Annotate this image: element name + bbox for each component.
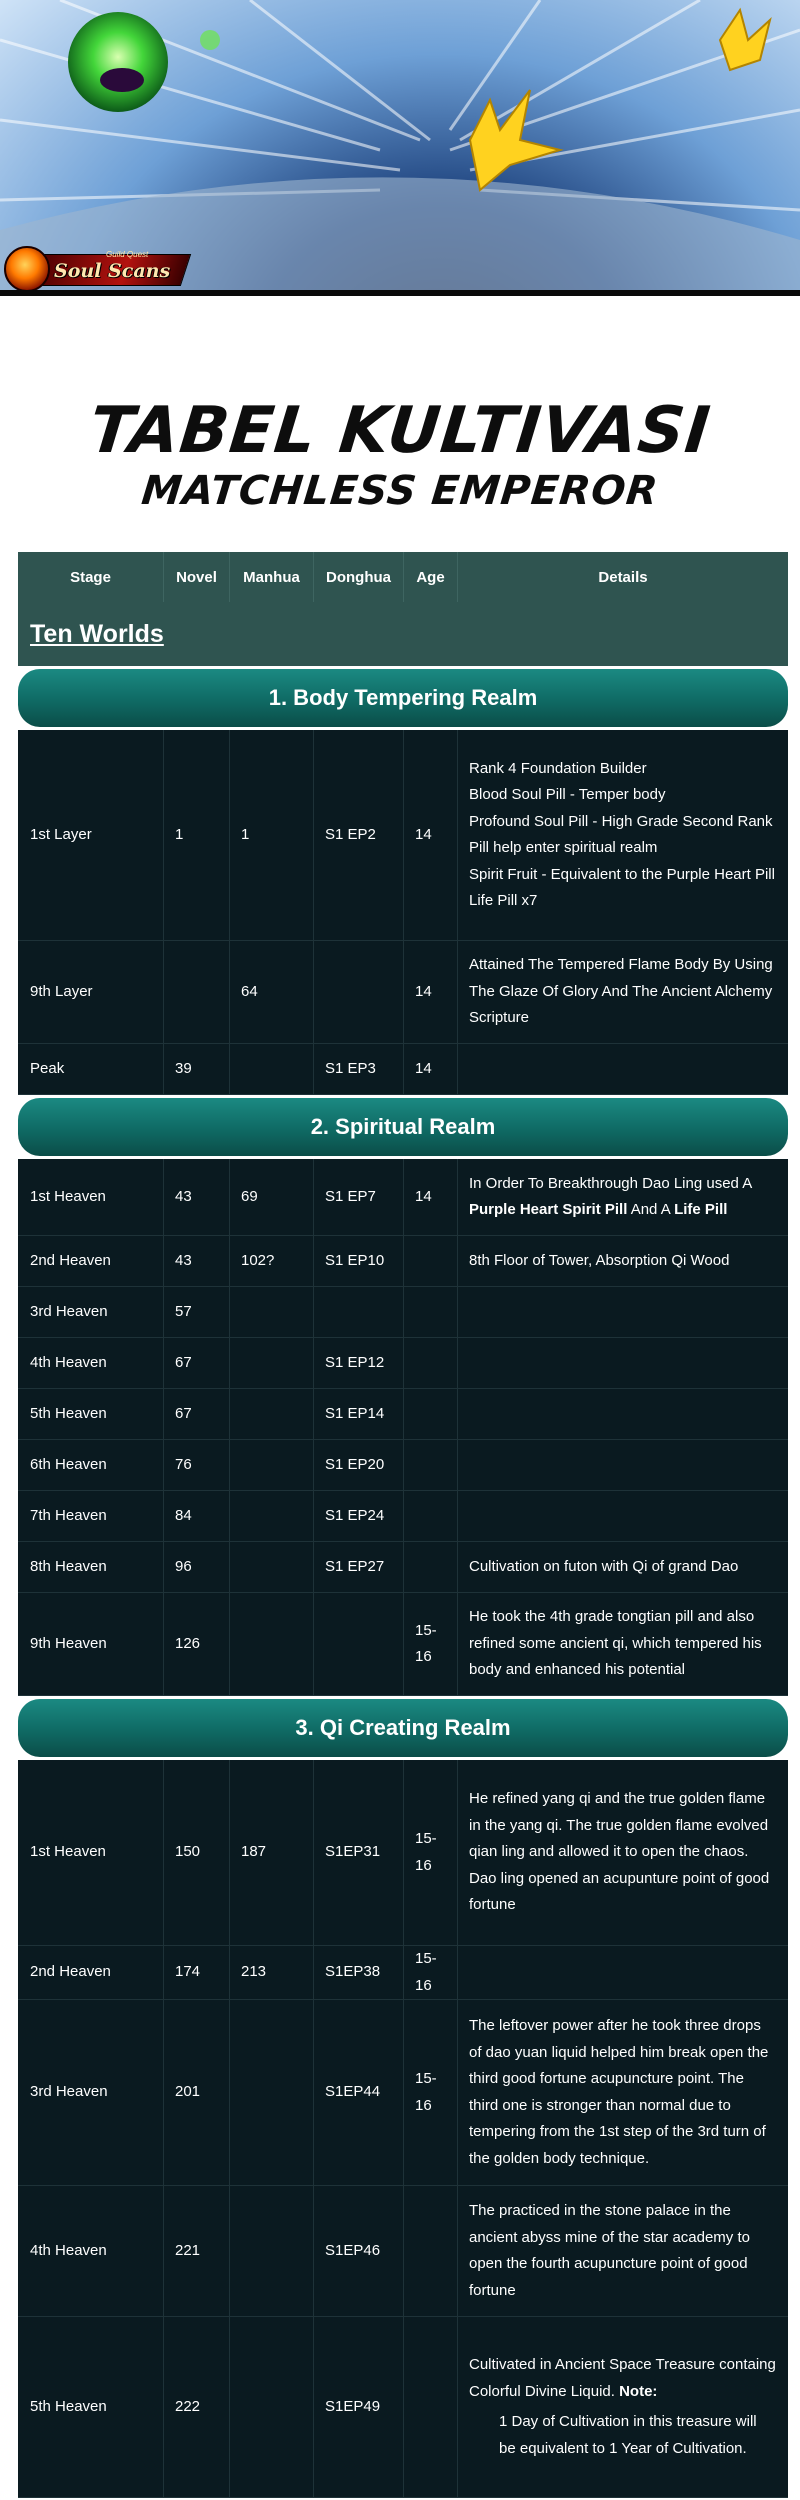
donghua-cell — [314, 941, 404, 1043]
donghua-cell: S1 EP3 — [314, 1044, 404, 1094]
novel-cell: 221 — [164, 2186, 230, 2316]
donghua-cell: S1EP44 — [314, 2000, 404, 2185]
details-bold-text: Purple Heart Spirit Pill — [469, 1201, 628, 1218]
stage-cell: 1st Heaven — [18, 1159, 164, 1235]
stage-cell: 1st Layer — [18, 730, 164, 940]
header-manhua: Manhua — [230, 552, 314, 602]
age-cell: 14 — [404, 1159, 458, 1235]
manhua-cell — [230, 2186, 314, 2316]
page-title-block — [0, 296, 800, 544]
manhua-cell: 1 — [230, 730, 314, 940]
details-text: And A — [627, 1201, 675, 1218]
table-row — [18, 1287, 788, 1338]
details-line: Cultivation on futon with Qi of grand Dao — [469, 1557, 739, 1575]
table-row — [18, 1760, 788, 1946]
age-cell: 14 — [404, 941, 458, 1043]
details-cell — [458, 746, 788, 925]
stage-cell: 7th Heaven — [18, 1491, 164, 1541]
stage-cell: 9th Layer — [18, 941, 164, 1043]
table-row — [18, 1491, 788, 1542]
details-line: The leftover power after he took three drops of dao yuan liquid helped him break open the third good fortune acupuncture point. The third one is stronger than normal due to tempering from the 1st step of the 3rd turn of the golden body technique. — [469, 2017, 769, 2167]
novel-cell: 222 — [164, 2317, 230, 2497]
manhua-cell — [230, 1593, 314, 1695]
details-line: He refined yang qi and the true golden flame in the yang qi. The true golden flame evolved qian ling and allowed it to open the chaos. Dao ling opened an acupunture point of good fortune — [469, 1790, 770, 1914]
details-line: Spirit Fruit - Equivalent to the Purple Heart Pill — [469, 865, 775, 883]
realms-container — [18, 669, 788, 2498]
table-row — [18, 1440, 788, 1491]
novel-cell: 96 — [164, 1542, 230, 1592]
age-cell — [404, 1491, 458, 1541]
details-line: 8th Floor of Tower, Absorption Qi Wood — [469, 1251, 730, 1269]
donghua-cell: S1EP31 — [314, 1760, 404, 1945]
stage-cell: 8th Heaven — [18, 1542, 164, 1592]
novel-cell: 84 — [164, 1491, 230, 1541]
age-cell: 15-16 — [404, 1946, 458, 1999]
details-cell — [458, 1353, 788, 1373]
manhua-cell: 102? — [230, 1236, 314, 1286]
stage-cell: 6th Heaven — [18, 1440, 164, 1490]
manhua-cell — [230, 1542, 314, 1592]
note-list — [469, 2409, 777, 2462]
manhua-cell — [230, 1287, 314, 1337]
donghua-cell: S1 EP24 — [314, 1491, 404, 1541]
details-cell — [458, 1404, 788, 1424]
header-novel: Novel — [164, 552, 230, 602]
details-cell — [458, 1963, 788, 1983]
details-cell — [458, 942, 788, 1042]
soul-scans-logo — [4, 244, 189, 290]
age-cell — [404, 1542, 458, 1592]
donghua-cell: S1 EP10 — [314, 1236, 404, 1286]
details-cell — [458, 1302, 788, 1322]
realm-header: 1. Body Tempering Realm — [18, 669, 788, 727]
age-cell: 14 — [404, 1044, 458, 1094]
manhua-cell — [230, 2317, 314, 2497]
novel-cell: 150 — [164, 1760, 230, 1945]
realm-header: 3. Qi Creating Realm — [18, 1699, 788, 1757]
table-row — [18, 1044, 788, 1095]
novel-cell: 126 — [164, 1593, 230, 1695]
details-cell — [458, 1455, 788, 1475]
table-row — [18, 2000, 788, 2186]
table-row — [18, 1159, 788, 1236]
novel-cell: 67 — [164, 1389, 230, 1439]
age-cell: 15-16 — [404, 2000, 458, 2185]
header-stage: Stage — [18, 552, 164, 602]
details-cell — [458, 2342, 788, 2472]
novel-cell: 174 — [164, 1946, 230, 1999]
world-link[interactable]: Ten Worlds — [30, 619, 164, 648]
details-bold-text: Life Pill — [674, 1201, 728, 1218]
table-row — [18, 1389, 788, 1440]
manhua-cell: 213 — [230, 1946, 314, 1999]
age-cell: 14 — [404, 730, 458, 940]
novel-cell: 76 — [164, 1440, 230, 1490]
details-cell — [458, 1161, 788, 1234]
age-cell — [404, 1389, 458, 1439]
stage-cell: 2nd Heaven — [18, 1946, 164, 1999]
manhua-cell: 64 — [230, 941, 314, 1043]
table-row — [18, 1236, 788, 1287]
donghua-cell — [314, 1287, 404, 1337]
details-line: Blood Soul Pill - Temper body — [469, 786, 666, 803]
note-label: Note: — [619, 2382, 658, 2400]
table-header — [18, 552, 788, 602]
manhua-cell — [230, 1389, 314, 1439]
spark-icon — [470, 90, 560, 190]
novel-cell: 201 — [164, 2000, 230, 2185]
details-line: Rank 4 Foundation Builder — [469, 759, 647, 777]
age-cell — [404, 1287, 458, 1337]
stage-cell: Peak — [18, 1044, 164, 1094]
donghua-cell: S1 EP20 — [314, 1440, 404, 1490]
details-cell — [458, 1238, 788, 1285]
table-row — [18, 941, 788, 1044]
header-details: Details — [598, 568, 648, 586]
list-item: 1 Day of Cultivation in this treasure will be equivalent to 1 Year of Cultivation. — [499, 2413, 757, 2457]
novel-cell: 67 — [164, 1338, 230, 1388]
cultivation-table — [18, 552, 788, 2498]
stage-cell: 3rd Heaven — [18, 2000, 164, 2185]
header-age: Age — [404, 552, 458, 602]
age-cell — [404, 1338, 458, 1388]
table-row — [18, 2317, 788, 2498]
manhua-cell — [230, 1491, 314, 1541]
page-subtitle: MATCHLESS EMPEROR — [139, 468, 661, 514]
manhua-cell — [230, 1338, 314, 1388]
manhua-cell — [230, 1440, 314, 1490]
details-line: The practiced in the stone palace in the ancient abyss mine of the star academy to open the fourth acupuncture point of good fortune — [469, 2202, 750, 2299]
page-title: TABEL KULTIVASI — [85, 394, 715, 468]
table-row — [18, 1542, 788, 1593]
logo-name: Soul Scans — [54, 260, 171, 282]
age-cell — [404, 2186, 458, 2316]
details-cell — [458, 1594, 788, 1694]
age-cell: 15-16 — [404, 1760, 458, 1945]
novel-cell — [164, 941, 230, 1043]
manhua-cell: 69 — [230, 1159, 314, 1235]
flame-icon — [4, 246, 50, 292]
donghua-cell: S1EP46 — [314, 2186, 404, 2316]
novel-cell: 57 — [164, 1287, 230, 1337]
table-row — [18, 2186, 788, 2317]
age-cell — [404, 1236, 458, 1286]
stage-cell: 5th Heaven — [18, 2317, 164, 2497]
details-cell — [458, 2003, 788, 2182]
details-cell — [458, 1544, 788, 1591]
stage-cell: 9th Heaven — [18, 1593, 164, 1695]
age-cell — [404, 2317, 458, 2497]
details-line: Profound Soul Pill - High Grade Second Rank Pill help enter spiritual realm — [469, 812, 773, 856]
novel-cell: 43 — [164, 1236, 230, 1286]
donghua-cell: S1 EP7 — [314, 1159, 404, 1235]
logo-subtitle: Guild Quest — [106, 250, 149, 259]
manhua-cell — [230, 2000, 314, 2185]
details-line: He took the 4th grade tongtian pill and also refined some ancient qi, which tempered his body and enhanced his potential — [469, 1608, 762, 1679]
novel-cell: 43 — [164, 1159, 230, 1235]
manhua-cell — [230, 1044, 314, 1094]
stage-cell: 5th Heaven — [18, 1389, 164, 1439]
donghua-cell: S1 EP14 — [314, 1389, 404, 1439]
stage-cell: 2nd Heaven — [18, 1236, 164, 1286]
stage-cell: 4th Heaven — [18, 1338, 164, 1388]
donghua-cell — [314, 1593, 404, 1695]
donghua-cell: S1 EP2 — [314, 730, 404, 940]
details-text: Cultivated in Ancient Space Treasure containg Colorful Divine Liquid. — [469, 2356, 776, 2400]
details-line: Life Pill x7 — [469, 892, 538, 909]
donghua-cell: S1EP38 — [314, 1946, 404, 1999]
donghua-cell: S1EP49 — [314, 2317, 404, 2497]
table-row — [18, 1946, 788, 2000]
manhua-cell: 187 — [230, 1760, 314, 1945]
stage-cell: 3rd Heaven — [18, 1287, 164, 1337]
header-banner — [0, 0, 800, 296]
table-row — [18, 1593, 788, 1696]
details-cell — [458, 1506, 788, 1526]
age-cell — [404, 1440, 458, 1490]
donghua-cell: S1 EP27 — [314, 1542, 404, 1592]
table-row — [18, 1338, 788, 1389]
header-donghua: Donghua — [314, 552, 404, 602]
novel-cell: 1 — [164, 730, 230, 940]
green-creature-icon — [68, 12, 168, 112]
realm-header: 2. Spiritual Realm — [18, 1098, 788, 1156]
details-line: Attained The Tempered Flame Body By Using The Glaze Of Glory And The Ancient Alchemy Scripture — [469, 956, 773, 1027]
table-row — [18, 730, 788, 941]
donghua-cell: S1 EP12 — [314, 1338, 404, 1388]
world-section-row — [18, 602, 788, 666]
details-text: In Order To Breakthrough Dao Ling used A — [469, 1174, 752, 1192]
novel-cell: 39 — [164, 1044, 230, 1094]
stage-cell: 4th Heaven — [18, 2186, 164, 2316]
details-cell — [458, 1776, 788, 1929]
details-cell — [458, 2188, 788, 2314]
age-cell: 15-16 — [404, 1593, 458, 1695]
stage-cell: 1st Heaven — [18, 1760, 164, 1945]
details-cell — [458, 1059, 788, 1079]
